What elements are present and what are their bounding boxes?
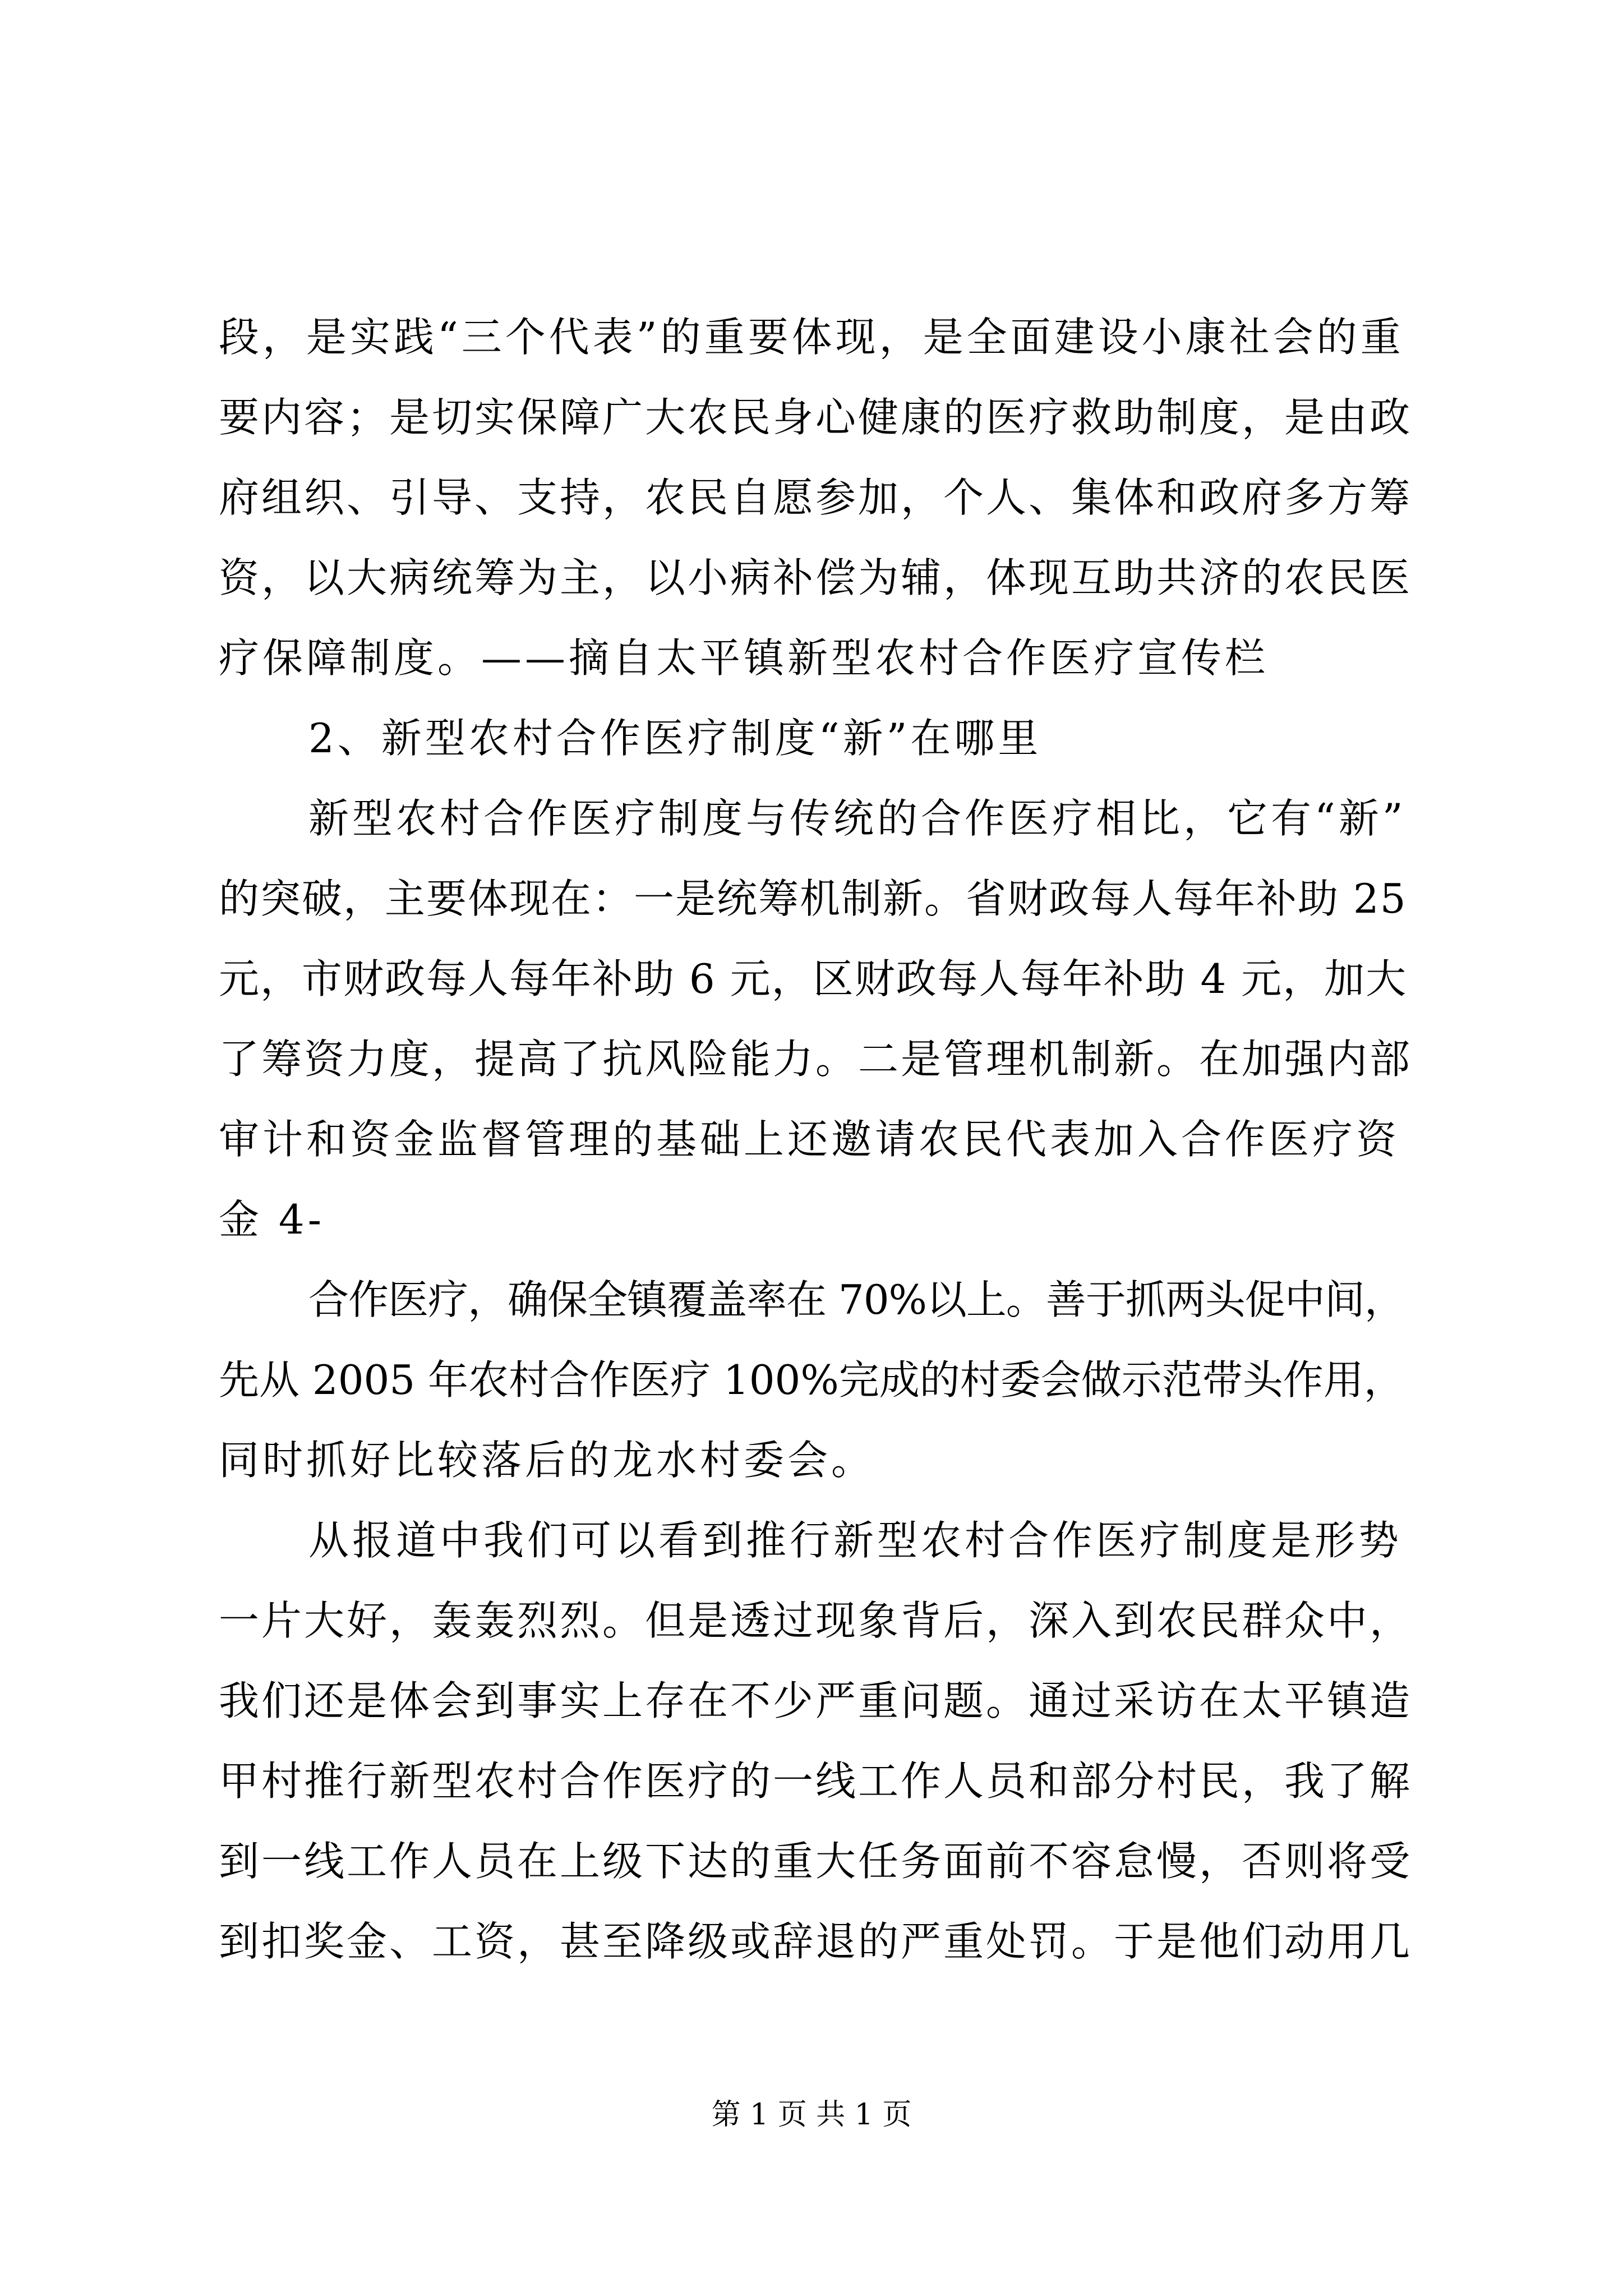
- text-line: 金 4-: [219, 1196, 325, 1243]
- text-line: 甲村推行新型农村合作医疗的一线工作人员和部分村民，我了解: [219, 1757, 1413, 1805]
- text-line: 要内容；是切实保障广大农民身心健康的医疗救助制度，是由政: [219, 394, 1413, 441]
- text-line: 府组织、引导、支持，农民自愿参加，个人、集体和政府多方筹: [219, 474, 1413, 521]
- text-line: 元，市财政每人每年补助 6 元，区财政每人每年补助 4 元，加大: [219, 955, 1408, 1002]
- page-footer: [0, 2095, 1623, 2134]
- text-line: 一片大好，轰轰烈烈。但是透过现象背后，深入到农民群众中，: [219, 1597, 1413, 1644]
- text-line: 到扣奖金、工资，甚至降级或辞退的严重处罚。于是他们动用几: [219, 1918, 1413, 1965]
- text-line: 了筹资力度，提高了抗风险能力。二是管理机制新。在加强内部: [219, 1036, 1413, 1083]
- page-number: 第 1 页 共 1 页: [711, 2098, 912, 2132]
- text-line: 到一线工作人员在上级下达的重大任务面前不容怠慢，否则将受: [219, 1838, 1413, 1885]
- text-line: 疗保障制度。——摘自太平镇新型农村合作医疗宣传栏: [219, 634, 1269, 682]
- text-line: 先从 2005 年农村合作医疗 100%完成的村委会做示范带头作用，: [219, 1356, 1404, 1404]
- section-heading: 2、新型农村合作医疗制度“新”在哪里: [308, 715, 1042, 762]
- text-line: 段，是实践“三个代表”的重要体现，是全面建设小康社会的重: [219, 314, 1404, 361]
- text-line: 新型农村合作医疗制度与传统的合作医疗相比，它有“新”: [308, 795, 1407, 842]
- text-line: 资，以大病统筹为主，以小病补偿为辅，体现互助共济的农民医: [219, 554, 1413, 601]
- text-line: 合作医疗，确保全镇覆盖率在 70%以上。善于抓两头促中间，: [308, 1276, 1404, 1323]
- text-line: 同时抓好比较落后的龙水村委会。: [219, 1437, 875, 1484]
- text-line: 审计和资金监督管理的基础上还邀请农民代表加入合作医疗资: [219, 1116, 1400, 1163]
- document-body: [219, 297, 1419, 1982]
- text-line: 我们还是体会到事实上存在不少严重问题。通过采访在太平镇造: [219, 1677, 1413, 1724]
- text-line: 的突破，主要体现在：一是统筹机制新。省财政每人每年补助 25: [219, 875, 1407, 922]
- text-line: 从报道中我们可以看到推行新型农村合作医疗制度是形势: [308, 1517, 1403, 1564]
